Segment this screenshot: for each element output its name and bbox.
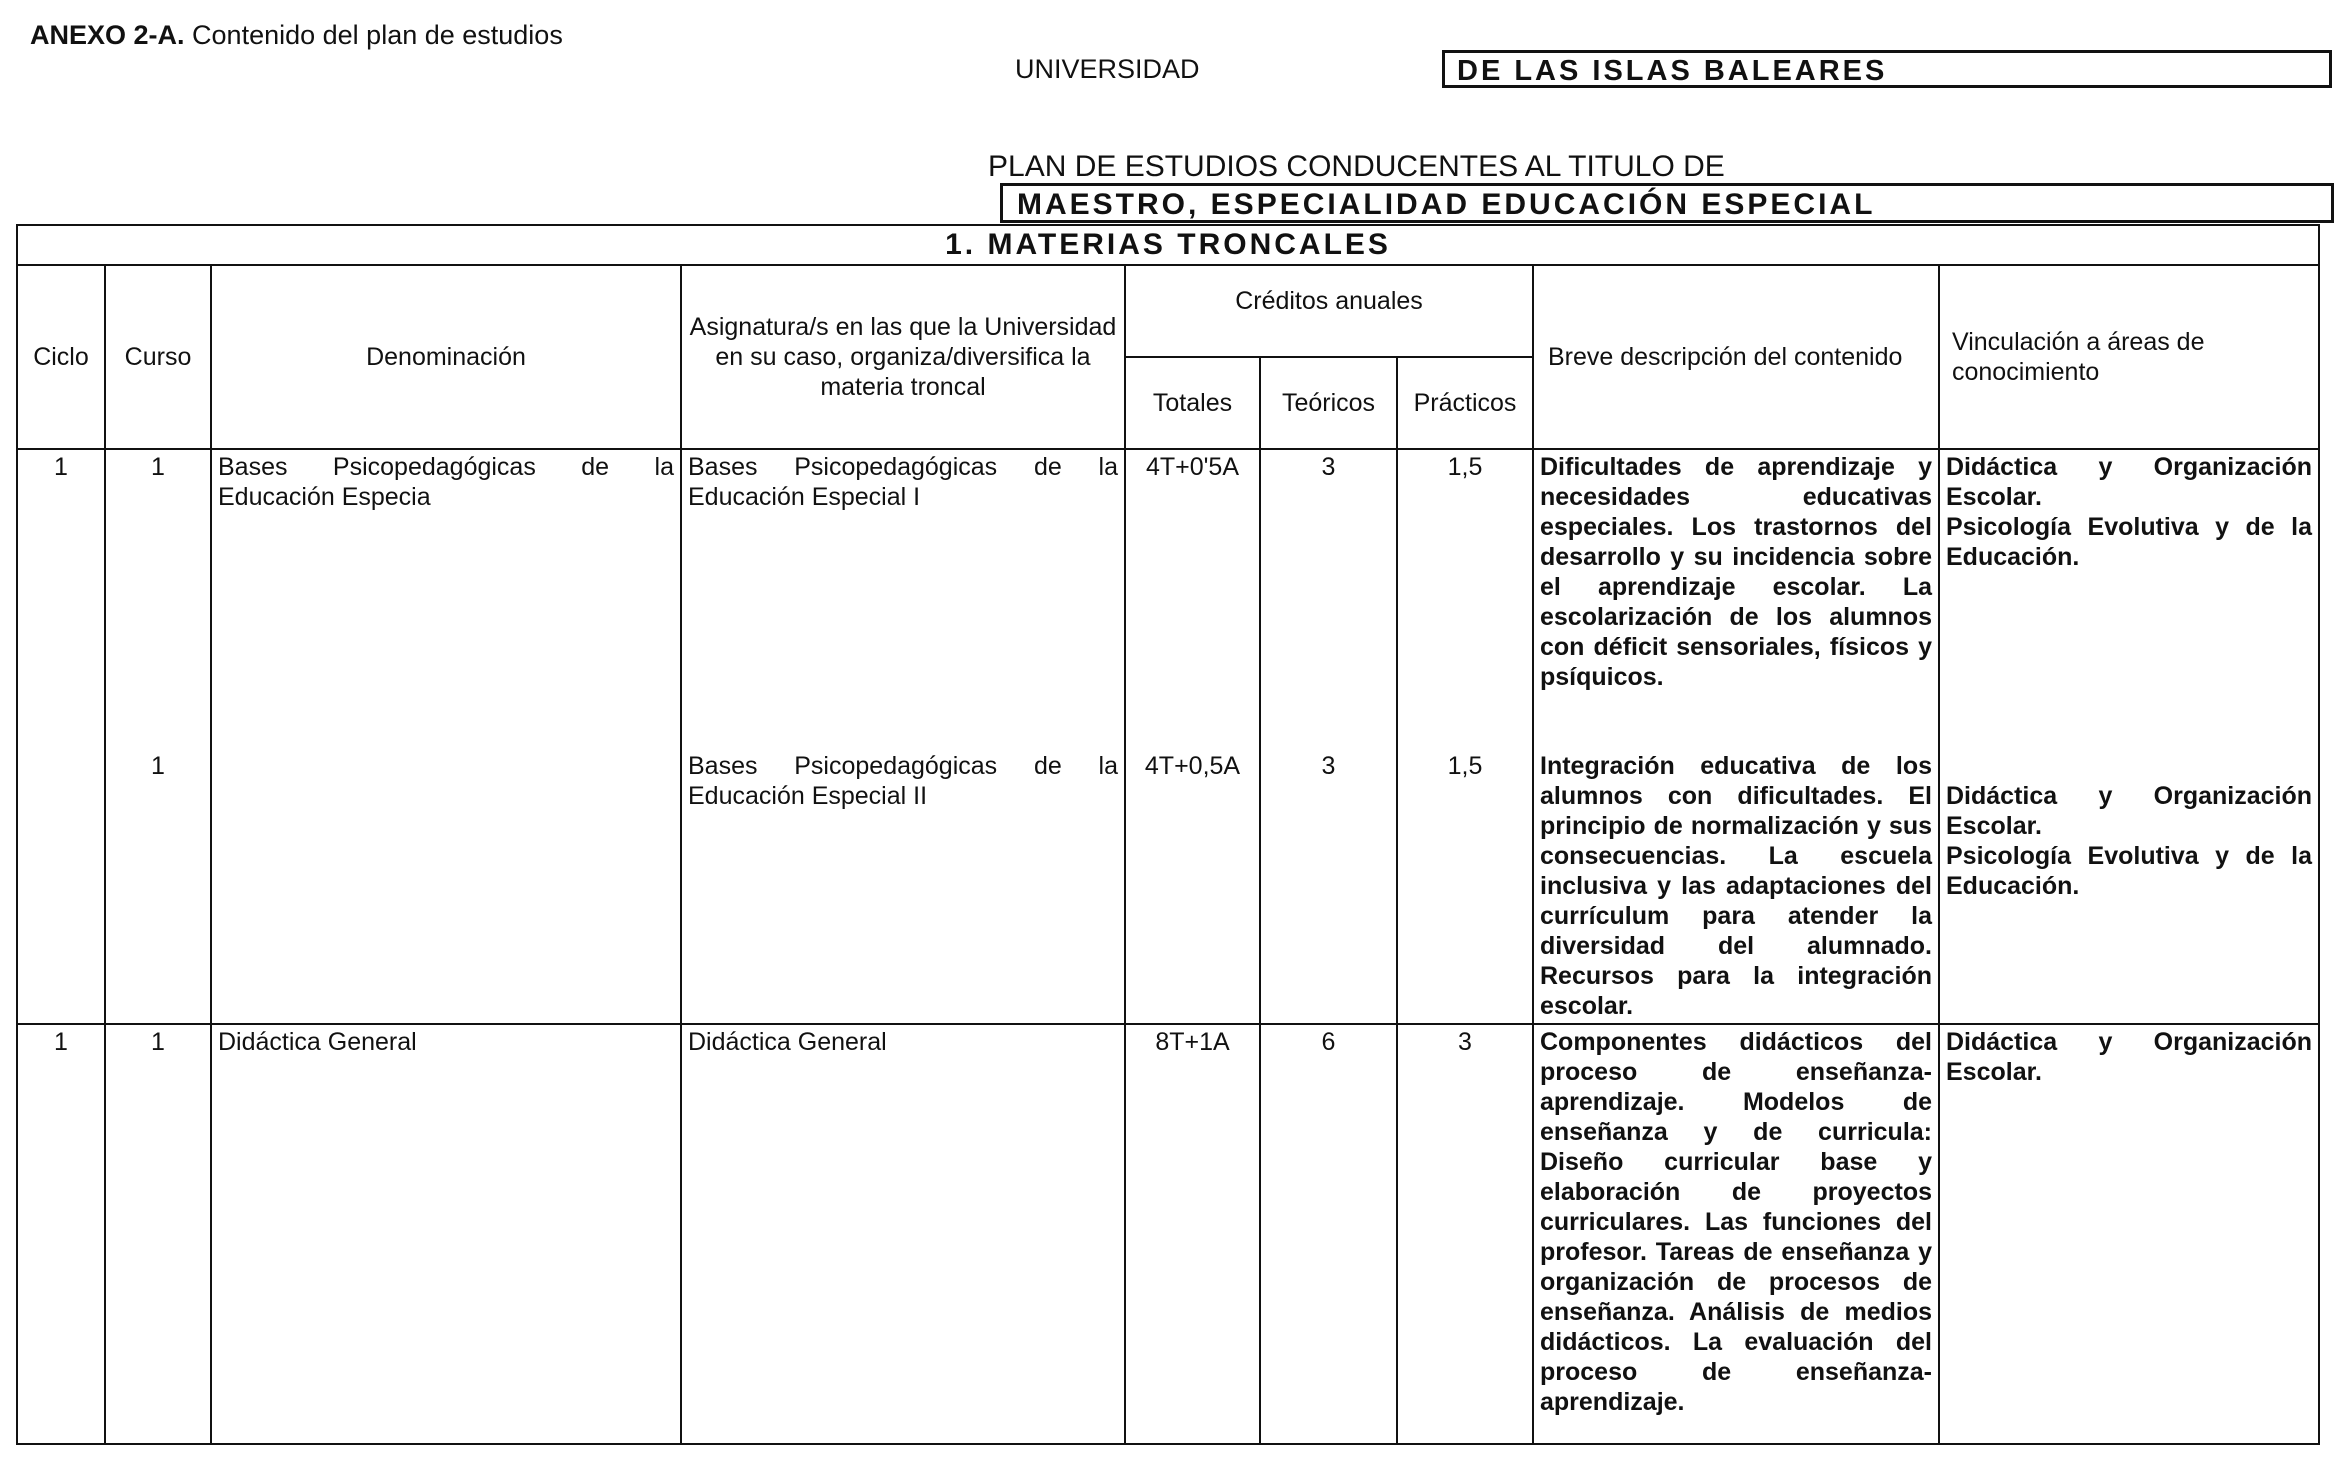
col-header-descripcion-text: Breve descripción del contenido bbox=[1548, 343, 1903, 371]
vinculacion-area: Psicología Evolutiva y de la Educación. bbox=[1946, 842, 2313, 900]
col-header-ciclo: Ciclo bbox=[17, 265, 105, 449]
col-header-practicos: Prácticos bbox=[1397, 357, 1533, 449]
cell-descripcion: Componentes didácticos del proceso de enseñanza-aprendizaje. Modelos de enseñanza y de curricula: Diseño curricular base y elaboración de proyectos curriculares. Las funciones del profesor. Tareas de enseñanza y organización de procesos de enseñanza. Análisis de medios didácticos. La evaluación del proceso de enseñanza-aprendizaje. bbox=[1533, 1024, 1939, 1444]
cell-asignatura: Didáctica General bbox=[681, 1024, 1125, 1444]
annex-heading bbox=[30, 20, 563, 51]
table-row bbox=[17, 449, 2319, 749]
cell-curso: 1 bbox=[105, 749, 211, 1024]
cell-teoricos: 6 bbox=[1260, 1024, 1397, 1444]
cell-curso: 1 bbox=[105, 1024, 211, 1444]
vinculacion-area: Psicología Evolutiva y de la Educación. bbox=[1946, 513, 2313, 571]
cell-vinculacion bbox=[1939, 449, 2319, 749]
cell-teoricos: 3 bbox=[1260, 449, 1397, 749]
annex-text: Contenido del plan de estudios bbox=[192, 20, 563, 50]
cell-denominacion: Bases Psicopedagógicas de la Educación Especia bbox=[211, 449, 681, 749]
curriculum-table bbox=[16, 224, 2318, 1445]
cell-denominacion: Didáctica General bbox=[211, 1024, 681, 1444]
vinculacion-area: Didáctica y Organización Escolar. bbox=[1946, 453, 2313, 511]
col-header-asignatura: Asignatura/s en las que la Universidad en su caso, organiza/diversifica la materia troncal bbox=[681, 265, 1125, 449]
col-header-totales: Totales bbox=[1125, 357, 1260, 449]
cell-practicos: 1,5 bbox=[1397, 749, 1533, 1024]
plan-label: PLAN DE ESTUDIOS CONDUCENTES AL TITULO DE bbox=[988, 150, 1725, 183]
col-header-vinculacion bbox=[1939, 265, 2319, 449]
table-row bbox=[17, 1024, 2319, 1444]
university-name-box: DE LAS ISLAS BALEARES bbox=[1442, 50, 2332, 88]
vinculacion-area: Didáctica y Organización Escolar. bbox=[1946, 1028, 2313, 1086]
cell-descripcion: Dificultades de aprendizaje y necesidades educativas especiales. Los trastornos del desarrollo y su incidencia sobre el aprendizaje escolar. La escolarización de los alumnos con déficit sensoriales, físicos y psíquicos. bbox=[1533, 449, 1939, 749]
col-header-denominacion: Denominación bbox=[211, 265, 681, 449]
cell-totales: 8T+1A bbox=[1125, 1024, 1260, 1444]
cell-curso: 1 bbox=[105, 449, 211, 749]
cell-vinculacion bbox=[1939, 1024, 2319, 1444]
cell-asignatura: Bases Psicopedagógicas de la Educación Especial II bbox=[681, 749, 1125, 1024]
vinculacion-area: Didáctica y Organización Escolar. bbox=[1946, 782, 2313, 840]
cell-teoricos: 3 bbox=[1260, 749, 1397, 1024]
cell-ciclo: 1 bbox=[17, 449, 105, 749]
cell-ciclo: 1 bbox=[17, 1024, 105, 1444]
cell-denominacion bbox=[211, 749, 681, 1024]
col-header-creditos: Créditos anuales bbox=[1125, 265, 1533, 357]
table-row bbox=[17, 749, 2319, 1024]
university-label: UNIVERSIDAD bbox=[1015, 54, 1200, 84]
degree-title-box: MAESTRO, ESPECIALIDAD EDUCACIÓN ESPECIAL bbox=[1000, 183, 2334, 223]
col-header-curso: Curso bbox=[105, 265, 211, 449]
cell-vinculacion bbox=[1939, 749, 2319, 1024]
cell-totales: 4T+0'5A bbox=[1125, 449, 1260, 749]
col-header-vinculacion-text: Vinculación a áreas de conocimiento bbox=[1952, 328, 2205, 386]
col-header-teoricos: Teóricos bbox=[1260, 357, 1397, 449]
cell-practicos: 3 bbox=[1397, 1024, 1533, 1444]
cell-ciclo bbox=[17, 749, 105, 1024]
annex-label: ANEXO 2-A. bbox=[30, 20, 185, 50]
cell-asignatura: Bases Psicopedagógicas de la Educación Especial I bbox=[681, 449, 1125, 749]
cell-practicos: 1,5 bbox=[1397, 449, 1533, 749]
section-title: 1. MATERIAS TRONCALES bbox=[17, 225, 2319, 265]
cell-descripcion: Integración educativa de los alumnos con dificultades. El principio de normalización y sus consecuencias. La escuela inclusiva y las adaptaciones del currículum para atender la diversidad del alumnado. Recursos para la integración escolar. bbox=[1533, 749, 1939, 1024]
col-header-descripcion bbox=[1533, 265, 1939, 449]
cell-totales: 4T+0,5A bbox=[1125, 749, 1260, 1024]
